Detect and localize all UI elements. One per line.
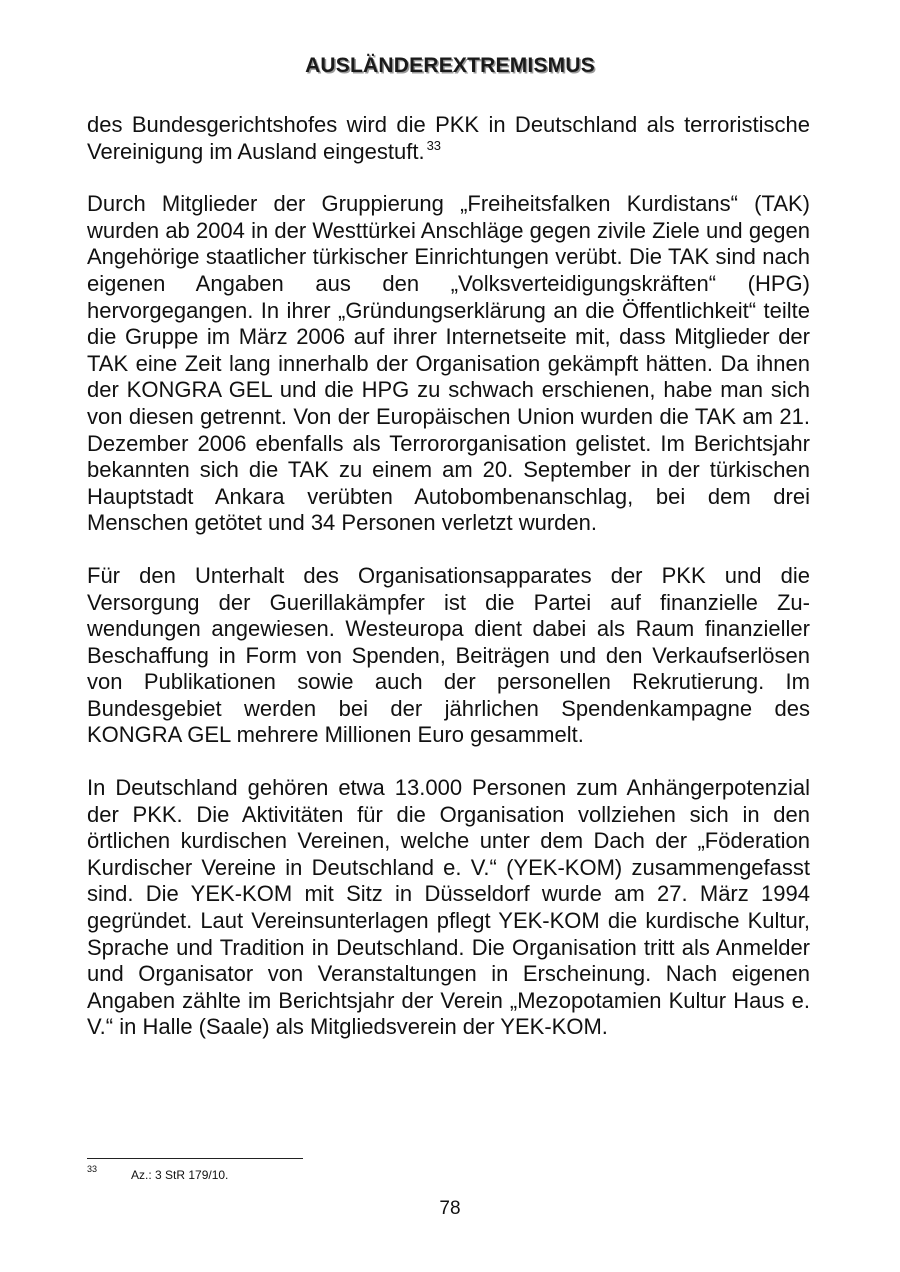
body-text bbox=[87, 112, 810, 1041]
paragraph-1 bbox=[87, 112, 810, 165]
footnote-reference: 33 bbox=[426, 138, 442, 154]
page-number: 78 bbox=[439, 1198, 461, 1219]
page-header: AUSLÄNDEREXTREMISMUS bbox=[305, 54, 595, 77]
paragraph-4: In Deutschland gehören etwa 13.000 Personen zum Anhängerpotenzial der PKK. Die Aktivitäten für die Organisation vollziehen sich in den örtlichen kurdischen Vereinen, welche unter dem Dach der „Föderation Kurdischer Vereine in Deutschland e. V.“ (YEK-KOM) zusammengefasst sind. Die YEK-KOM mit Sitz in Düsseldorf wurde am 27. März 1994 gegründet. Laut Vereinsunterlagen pflegt YEK-KOM die kurdische Kultur, Sprache und Tradition in Deutschland. Die Organisation tritt als Anmelder und Organisator von Veranstaltungen in Erscheinung. Nach eigenen Angaben zählte im Berichtsjahr der Verein „Mezopotamien Kultur Haus e. V.“ in Halle (Saale) als Mitgliedsverein der YEK-KOM. bbox=[87, 775, 810, 1040]
footnote-text: Az.: 3 StR 179/10. bbox=[131, 1168, 229, 1182]
paragraph-3: Für den Unterhalt des Organisationsapparates der PKK und die Versorgung der Guerillakämpfer ist die Partei auf finanzielle Zuwendungen angewiesen. Westeuropa dient dabei als Raum finanzieller Beschaffung in Form von Spenden, Beiträgen und den Verkaufserlösen von Publikationen sowie auch der personellen Rekrutierung. Im Bundesgebiet werden bei der jährlichen Spendenkampagne des KONGRA GEL mehrere Millionen Euro gesammelt. bbox=[87, 562, 810, 748]
paragraph-2: Durch Mitglieder der Gruppierung „Freiheitsfalken Kurdistans“ (TAK) wurden ab 2004 in der Westtürkei Anschläge gegen zivile Ziele und gegen Angehörige staatlicher türkischer Einrichtungen verübt. Die TAK sind nach eigenen Angaben aus den „Volksverteidigungskräften“ (HPG) hervorgegangen. In ihrer „Gründungserklärung an die Öffentlichkeit“ teilte die Gruppe im März 2006 auf ihrer Internetseite mit, dass Mitglieder der TAK eine Zeit lang innerhalb der Organisation gekämpft hätten. Da ihnen der KONGRA GEL und die HPG zu schwach erschienen, habe man sich von diesen getrennt. Von der Europäischen Union wurden die TAK am 21. Dezember 2006 ebenfalls als Terrororganisation gelistet. Im Berichtsjahr bekannten sich die TAK zu einem am 20. September in der türkischen Hauptstadt Ankara verübten Autobombenanschlag, bei dem drei Menschen getötet und 34 Personen verletzt wurden. bbox=[87, 191, 810, 536]
footnote-number: 33 bbox=[87, 1164, 98, 1174]
paragraph-1-text: des Bundesgerichtshofes wird die PKK in Deutschland als terroristische Vereinigung im Ausland eingestuft. bbox=[87, 112, 810, 164]
footnote-separator bbox=[87, 1158, 303, 1159]
